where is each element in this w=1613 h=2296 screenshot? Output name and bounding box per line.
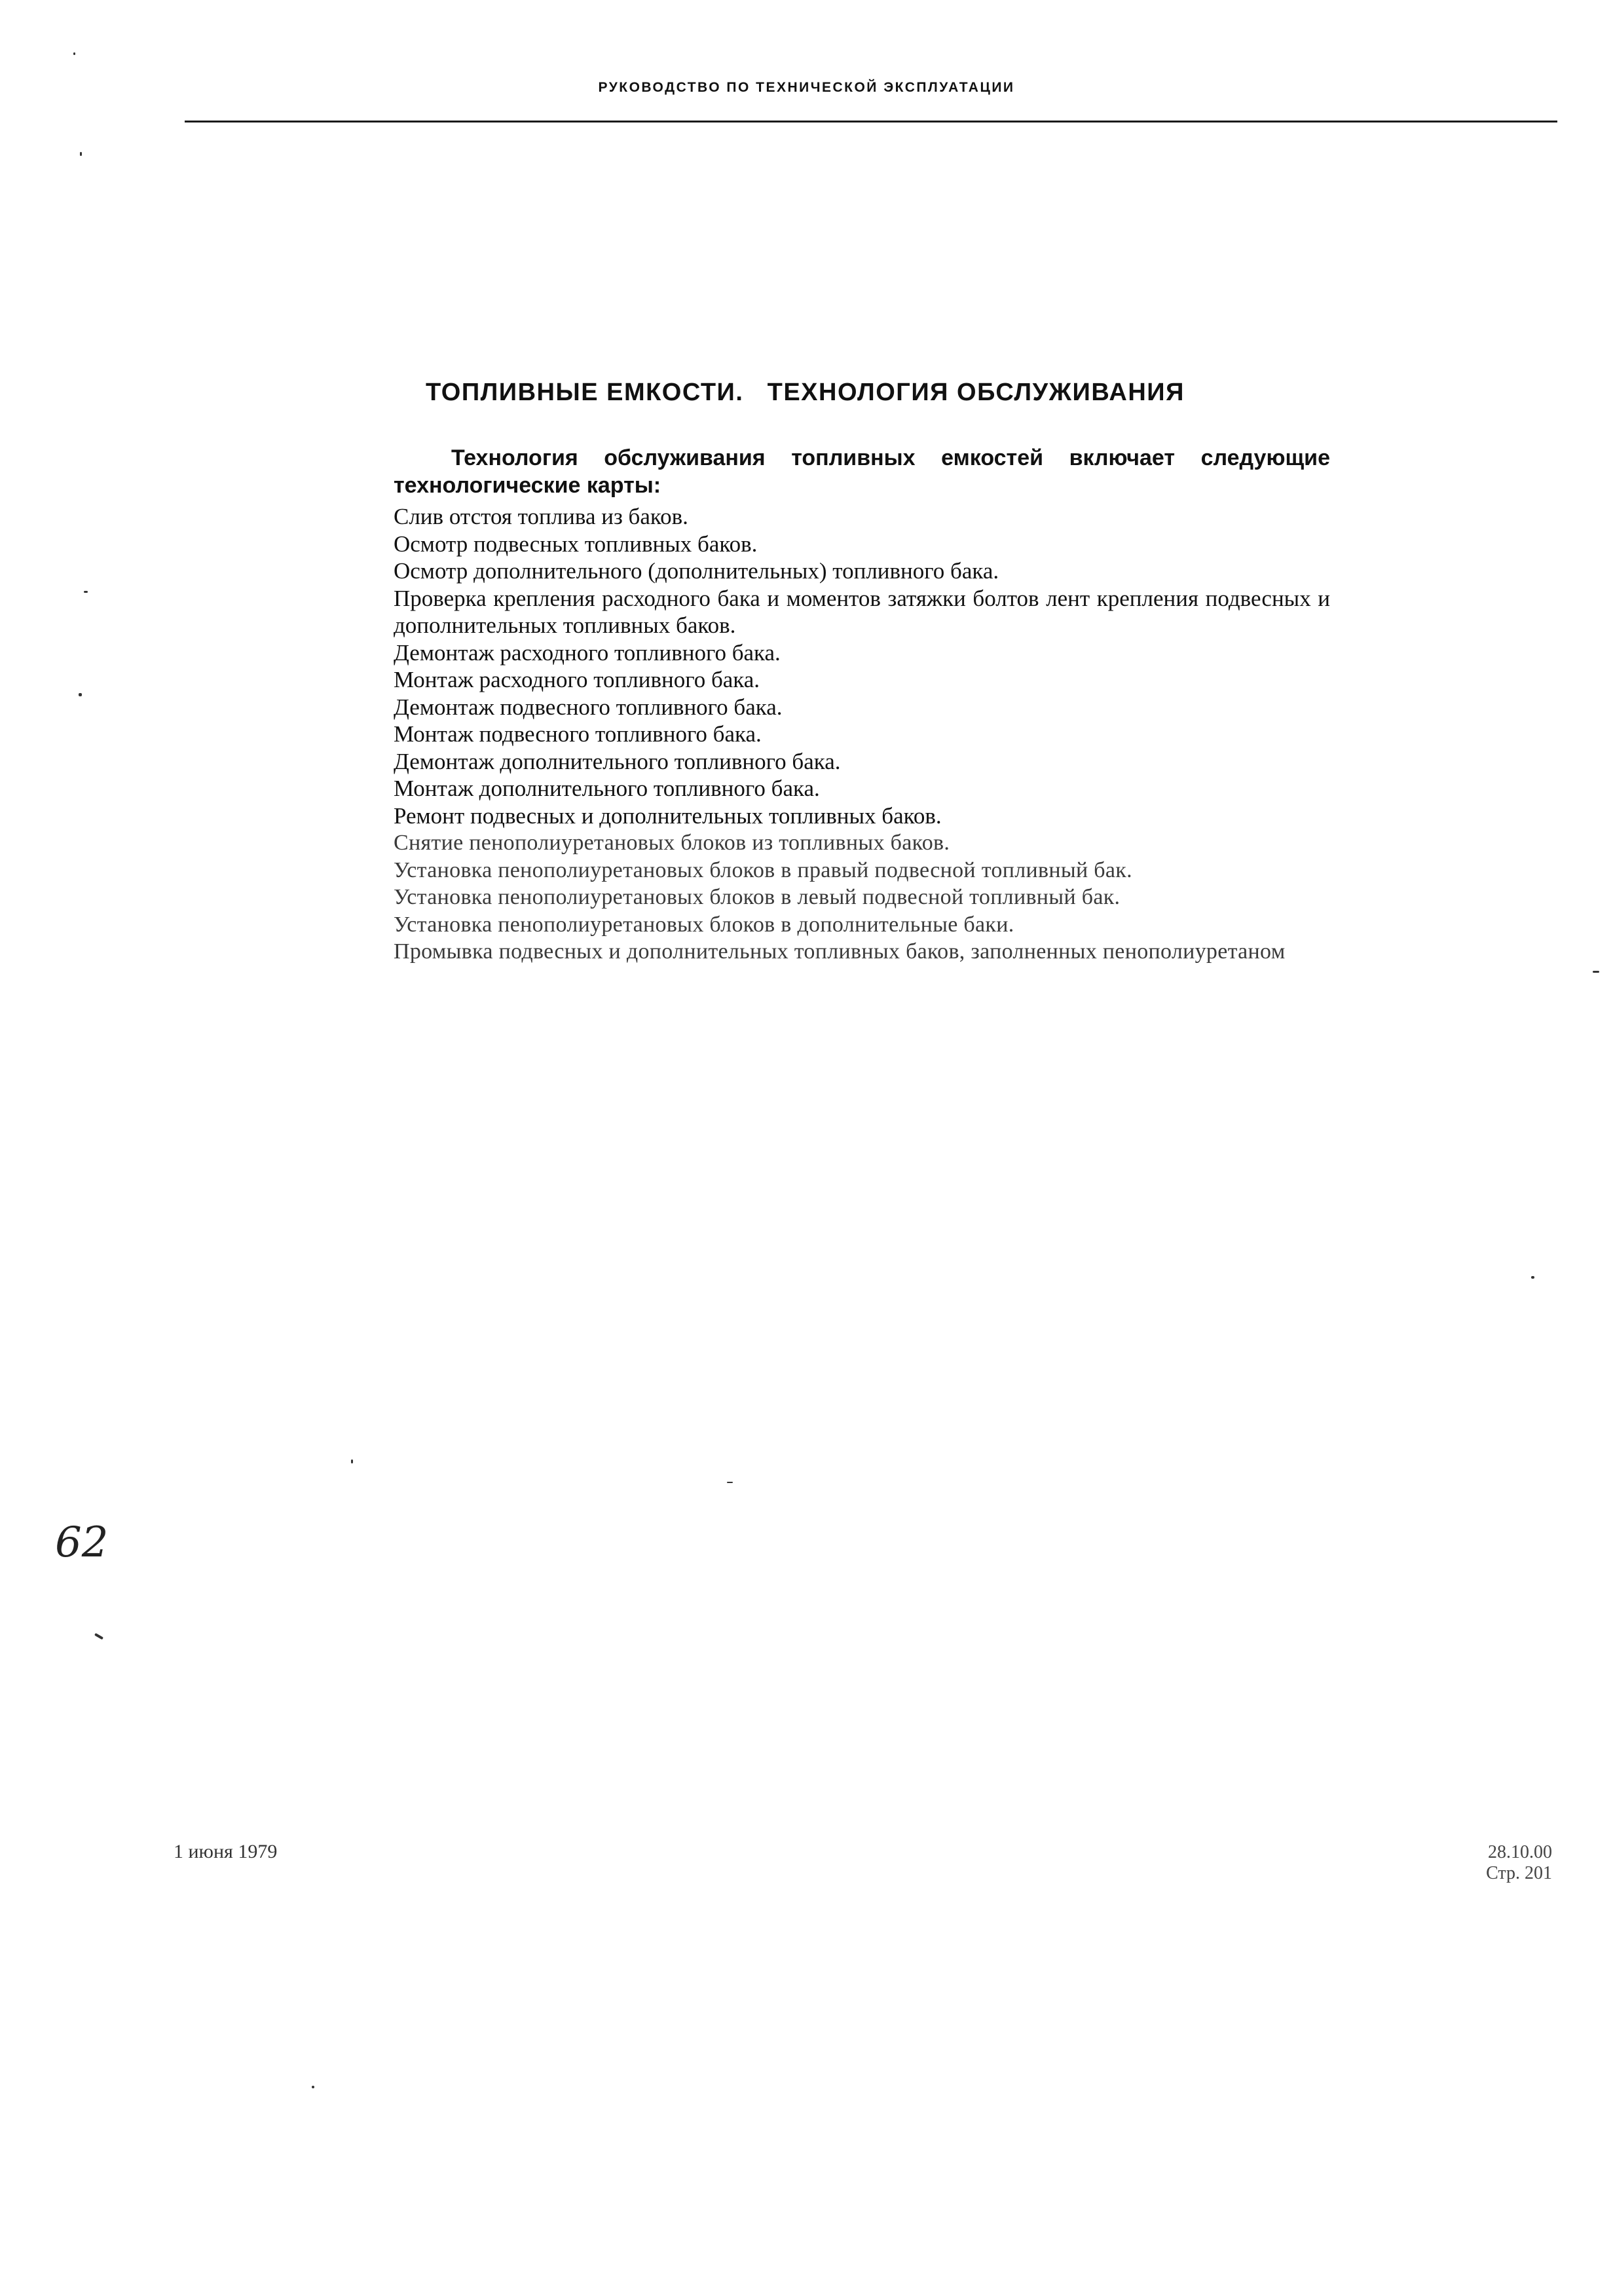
list-item: Осмотр дополнительного (дополнительных) топливного бака.	[394, 558, 999, 584]
list-item: Монтаж подвесного топливного бака.	[394, 721, 762, 747]
scan-speck	[727, 1482, 733, 1483]
handwritten-page-number: 62	[55, 1518, 109, 1567]
list-item: Установка пенополиуретановых блоков в левый подвесной топливный бак.	[394, 885, 1121, 909]
list-item: Проверка крепления расходного бака и моментов затяжки болтов лент крепления подвесных и дополнительных топливных баков.	[394, 585, 1330, 638]
scan-speck	[351, 1459, 353, 1463]
technology-card-list	[394, 503, 1330, 966]
intro-paragraph: Технология обслуживания топливных емкостей включает следующие технологические карты:	[394, 445, 1330, 498]
header-rule	[185, 121, 1557, 122]
list-item: Осмотр подвесных топливных баков.	[394, 531, 758, 557]
list-item: Монтаж дополнительного топливного бака.	[394, 776, 820, 801]
scan-speck	[73, 52, 75, 55]
scan-speck	[84, 591, 88, 593]
document-number: 28.10.00	[1488, 1842, 1552, 1862]
footer-date: 1 июня 1979	[174, 1841, 278, 1862]
scan-speck	[1531, 1276, 1534, 1279]
running-head: РУКОВОДСТВО ПО ТЕХНИЧЕСКОЙ ЭКСПЛУАТАЦИИ	[598, 80, 1015, 95]
list-item: Промывка подвесных и дополнительных топливных баков, заполненных пенополиуретаном	[394, 939, 1286, 964]
list-item: Установка пенополиуретановых блоков в дополнительные баки.	[394, 912, 1014, 937]
scan-speck	[94, 1633, 103, 1640]
list-item: Монтаж расходного топливного бака.	[394, 667, 760, 692]
list-item: Ремонт подвесных и дополнительных топливных баков.	[394, 802, 942, 829]
list-item: Демонтаж подвесного топливного бака.	[394, 694, 783, 720]
list-item: Демонтаж расходного топливного бака.	[394, 639, 781, 666]
list-item: Слив отстоя топлива из баков.	[394, 504, 688, 529]
list-item: Демонтаж дополнительного топливного бака.	[394, 748, 841, 774]
page-title: ТОПЛИВНЫЕ ЕМКОСТИ. ТЕХНОЛОГИЯ ОБСЛУЖИВАНИЯ	[426, 379, 1185, 406]
scan-speck	[312, 2086, 314, 2088]
footer-reference	[1401, 1842, 1552, 1884]
scan-speck	[80, 152, 82, 156]
list-item: Установка пенополиуретановых блоков в правый подвесной топливный бак.	[394, 857, 1132, 882]
scan-speck	[79, 693, 82, 696]
page-number: Стр. 201	[1486, 1863, 1552, 1883]
list-item: Снятие пенополиуретановых блоков из топливных баков.	[394, 831, 950, 855]
scan-speck	[1593, 971, 1599, 973]
